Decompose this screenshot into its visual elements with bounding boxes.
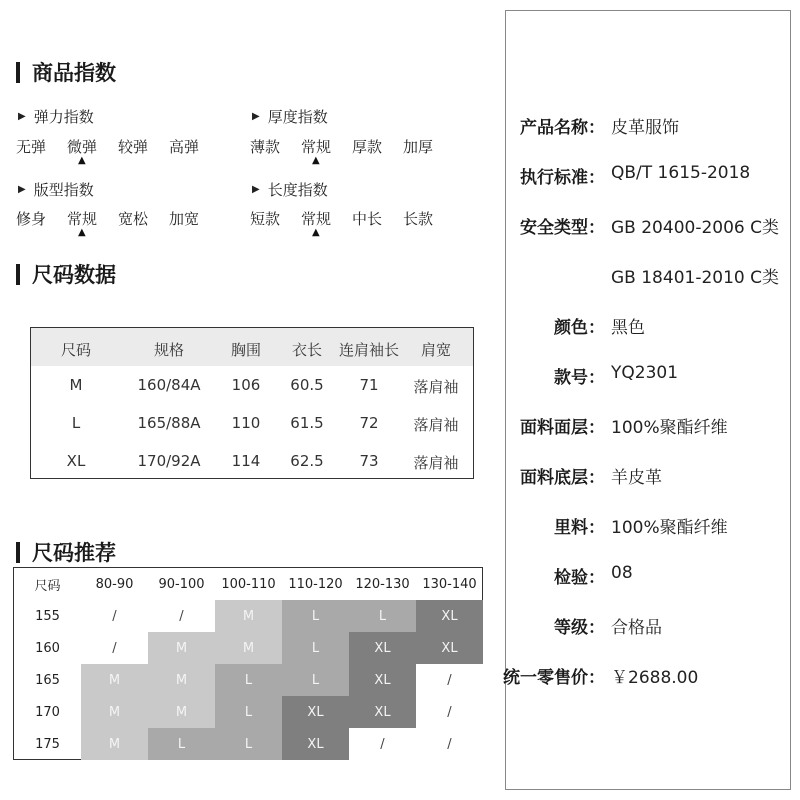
index-option: 加厚: [403, 138, 434, 156]
spec-row: [0, 313, 800, 337]
spec-colon: ：: [588, 318, 605, 338]
spec-key: 等级: [554, 618, 588, 638]
index-label-text: 长度指数: [267, 181, 328, 199]
index-option: 薄款: [250, 138, 281, 156]
size-table-cell: 72: [359, 414, 379, 432]
spec-key: 执行标准: [520, 168, 588, 188]
size-table-cell: 106: [231, 376, 261, 394]
rec-size-cell: M: [215, 600, 282, 632]
index-option: 宽松: [118, 210, 149, 228]
rec-height-label: 170: [35, 704, 60, 720]
spec-row: [0, 213, 800, 237]
spec-colon: ：: [588, 168, 605, 188]
spec-value: 羊皮革: [611, 468, 662, 488]
rec-height-label: 165: [35, 672, 60, 688]
spec-value: 100%聚酯纤维: [611, 418, 728, 438]
spec-key: 统一零售价: [503, 668, 588, 688]
rec-size-cell: L: [282, 632, 349, 664]
spec-row: [0, 113, 800, 137]
rec-size-cell: M: [81, 728, 148, 760]
spec-value: 合格品: [611, 618, 662, 638]
index-option: 修身: [16, 210, 47, 228]
spec-row: [0, 263, 800, 287]
spec-row: [0, 413, 800, 437]
rec-height-label: 160: [35, 640, 60, 656]
index-option: 无弹: [16, 138, 47, 156]
rec-size-cell: XL: [416, 632, 483, 664]
spec-value: 皮革服饰: [611, 118, 679, 138]
spec-row: [0, 513, 800, 537]
index-label-text: 弹力指数: [33, 108, 94, 126]
spec-key-wrap: [520, 463, 605, 488]
rec-height-label: 155: [35, 608, 60, 624]
rec-weight-header: 100-110: [221, 576, 276, 592]
spec-key-wrap: [554, 513, 605, 538]
rec-size-cell: L: [148, 728, 215, 760]
size-table-header-cell: 规格: [153, 341, 185, 359]
spec-row: [0, 613, 800, 637]
rec-size-cell: XL: [416, 600, 483, 632]
rec-size-cell: L: [282, 600, 349, 632]
spec-row: [0, 163, 800, 187]
rec-height-label: 175: [35, 736, 60, 752]
size-table-header-cell: 肩宽: [420, 341, 452, 359]
rec-size-cell: /: [416, 664, 483, 696]
selected-marker-icon: ▲: [78, 227, 86, 238]
index-option: 常规: [67, 210, 98, 228]
triangle-bullet-icon: ▶: [252, 111, 260, 122]
triangle-bullet-icon: ▶: [18, 111, 26, 122]
title-bar-icon: [16, 62, 20, 83]
size-table-cell: 110: [231, 414, 261, 432]
size-table-cell: 73: [359, 452, 379, 470]
spec-key-wrap: [554, 313, 605, 338]
spec-key: 款号: [554, 368, 588, 388]
rec-size-cell: /: [349, 728, 416, 760]
rec-weight-header: 80-90: [95, 576, 134, 592]
index-option: 长款: [403, 210, 434, 228]
spec-key-wrap: [554, 613, 605, 638]
rec-size-cell: M: [81, 664, 148, 696]
rec-weight-header: 110-120: [288, 576, 343, 592]
rec-size-cell: XL: [349, 696, 416, 728]
size-table-cell: 71: [359, 376, 379, 394]
spec-key: 里料: [554, 518, 588, 538]
size-table-cell: 165/88A: [137, 414, 201, 432]
section-title-text: 尺码数据: [32, 263, 116, 287]
size-table-cell: 落肩袖: [413, 416, 459, 434]
size-data-table: [30, 327, 474, 479]
size-table-cell: 114: [231, 452, 261, 470]
spec-colon: ：: [588, 468, 605, 488]
size-table-header-cell: 连肩袖长: [338, 341, 400, 359]
spec-row: [0, 363, 800, 387]
spec-key-wrap: [554, 563, 605, 588]
rec-size-cell: /: [81, 600, 148, 632]
spec-key-wrap: [520, 413, 605, 438]
index-option: 厚款: [352, 138, 383, 156]
spec-key: 颜色: [554, 318, 588, 338]
spec-value: YQ2301: [611, 363, 679, 383]
size-table-header-cell: 胸围: [230, 341, 262, 359]
spec-colon: ：: [588, 368, 605, 388]
spec-key: 安全类型: [520, 218, 588, 238]
triangle-bullet-icon: ▶: [252, 184, 260, 195]
spec-key-wrap: [554, 363, 605, 388]
size-table-cell: 60.5: [290, 376, 324, 394]
spec-value: 100%聚酯纤维: [611, 518, 728, 538]
selected-marker-icon: ▲: [312, 155, 320, 166]
index-option: 常规: [301, 138, 332, 156]
index-option: 较弹: [118, 138, 149, 156]
rec-size-cell: /: [148, 600, 215, 632]
rec-size-cell: M: [148, 664, 215, 696]
size-table-cell: M: [69, 376, 83, 394]
rec-weight-header: 120-130: [355, 576, 410, 592]
spec-row: [0, 663, 800, 687]
spec-key: 面料底层: [520, 468, 588, 488]
spec-key: 检验: [554, 568, 588, 588]
spec-colon: ：: [588, 118, 605, 138]
spec-value: 黑色: [611, 318, 645, 338]
spec-key-wrap: [520, 213, 605, 238]
rec-size-cell: /: [81, 632, 148, 664]
rec-size-cell: /: [416, 696, 483, 728]
rec-size-cell: M: [148, 632, 215, 664]
size-table-cell: 61.5: [290, 414, 324, 432]
spec-key-wrap: [520, 113, 605, 138]
rec-size-cell: XL: [282, 728, 349, 760]
spec-row: [0, 563, 800, 587]
spec-colon: ：: [588, 568, 605, 588]
index-label-text: 厚度指数: [267, 108, 328, 126]
section-title-text: 尺码推荐: [32, 541, 116, 565]
rec-size-cell: L: [215, 664, 282, 696]
size-table-cell: 160/84A: [137, 376, 201, 394]
size-table-cell: XL: [66, 452, 86, 470]
size-table-cell: L: [71, 414, 81, 432]
rec-size-cell: L: [215, 728, 282, 760]
rec-size-cell: /: [416, 728, 483, 760]
spec-key-wrap: [520, 163, 605, 188]
spec-colon: ：: [588, 418, 605, 438]
spec-value: 08: [611, 563, 633, 583]
spec-colon: ：: [588, 218, 605, 238]
selected-marker-icon: ▲: [78, 155, 86, 166]
spec-key-wrap: [503, 663, 605, 688]
rec-size-cell: XL: [349, 664, 416, 696]
index-option: 短款: [250, 210, 281, 228]
spec-colon: ：: [588, 668, 605, 688]
spec-value: ￥2688.00: [611, 668, 699, 688]
triangle-bullet-icon: ▶: [18, 184, 26, 195]
selected-marker-icon: ▲: [312, 227, 320, 238]
size-table-header-cell: 尺码: [60, 341, 92, 359]
index-option: 微弹: [67, 138, 98, 156]
spec-colon: ：: [588, 518, 605, 538]
spec-value: GB 18401-2010 C类: [611, 268, 779, 288]
rec-size-cell: M: [81, 696, 148, 728]
size-table-cell: 落肩袖: [413, 454, 459, 472]
rec-weight-header: 130-140: [422, 576, 477, 592]
spec-value: QB/T 1615-2018: [611, 163, 751, 183]
spec-row: [0, 463, 800, 487]
rec-size-cell: L: [282, 664, 349, 696]
index-option: 中长: [352, 210, 383, 228]
rec-size-cell: M: [148, 696, 215, 728]
rec-size-cell: L: [349, 600, 416, 632]
section-title-text: 商品指数: [32, 61, 116, 85]
title-bar-icon: [16, 542, 20, 563]
index-option: 常规: [301, 210, 332, 228]
spec-value: GB 20400-2006 C类: [611, 218, 779, 238]
size-table-cell: 170/92A: [137, 452, 201, 470]
spec-colon: ：: [588, 618, 605, 638]
rec-weight-header: 90-100: [158, 576, 205, 592]
size-table-cell: 落肩袖: [413, 378, 459, 396]
spec-key: 产品名称: [520, 118, 588, 138]
rec-corner-label: 尺码: [34, 578, 61, 594]
size-table-header-cell: 衣长: [291, 341, 323, 359]
rec-size-cell: M: [215, 632, 282, 664]
section-title-product-index: [16, 57, 116, 87]
index-label-text: 版型指数: [33, 181, 94, 199]
spec-key: 面料面层: [520, 418, 588, 438]
rec-size-cell: XL: [282, 696, 349, 728]
rec-size-cell: XL: [349, 632, 416, 664]
rec-size-cell: L: [215, 696, 282, 728]
index-option: 高弹: [169, 138, 200, 156]
index-option: 加宽: [169, 210, 200, 228]
size-table-cell: 62.5: [290, 452, 324, 470]
